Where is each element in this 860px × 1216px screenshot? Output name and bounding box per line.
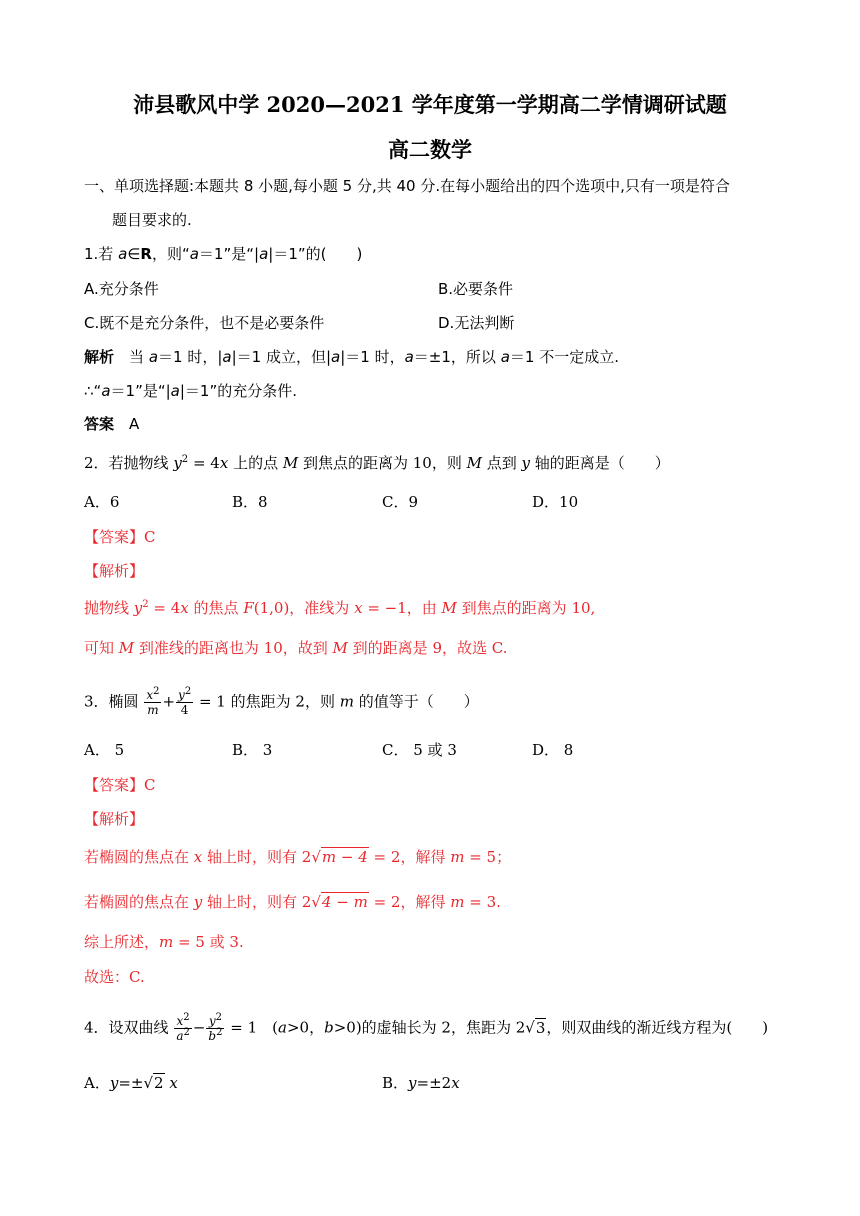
- question-2-option-d: D．10: [532, 493, 579, 511]
- subject-title: 高二数学: [388, 137, 472, 162]
- question-1-conclusion: ∴“a＝1”是“|a|＝1”的充分条件.: [84, 382, 298, 400]
- question-3-analysis-label: 【解析】: [84, 810, 145, 828]
- question-2-option-b: B．8: [232, 493, 268, 511]
- question-2-solution-line-1: 抛物线 $y^2 = 4x$ 的焦点 F(1,0)，准线为 x = −1，由 M 到焦点的距离为 10,: [84, 599, 596, 617]
- exam-title: 沛县歌风中学 2020—2021 学年度第一学期高二学情调研试题: [133, 92, 727, 117]
- question-2-analysis-label: 【解析】: [84, 562, 145, 580]
- question-2-option-a: A．6: [84, 493, 120, 511]
- question-2-solution-line-2: 可知 M 到准线的距离也为 10，故到 M 到的距离是 9，故选 C.: [84, 639, 508, 657]
- question-4-option-b: B．y=±2x: [382, 1074, 460, 1092]
- question-1-option-a: A.充分条件: [84, 280, 159, 298]
- question-3-answer: 【答案】C: [84, 776, 156, 794]
- question-3-option-c: C． 5 或 3: [382, 741, 457, 759]
- question-4-option-a: A．y=±√2 x: [84, 1074, 178, 1092]
- section-heading: 一、单项选择题:本题共 8 小题,每小题 5 分,共 40 分.在每小题给出的四个选项中,只有一项是符合: [84, 177, 730, 195]
- question-3-solution-line-2: 若椭圆的焦点在 y 轴上时，则有 2√4 − m = 2，解得 m = 3.: [84, 893, 501, 911]
- fraction-x2-over-a2: $\frac{x^2}{a^2}$: [176, 1012, 190, 1043]
- question-3-solution-line-3: 综上所述，m = 5 或 3.: [84, 933, 244, 951]
- question-2-stem: 2．若抛物线 $y^2 = 4x$ 上的点 M 到焦点的距离为 10，则 M 点到 y 轴的距离是（ ）: [84, 454, 670, 472]
- question-3-solution-line-1: 若椭圆的焦点在 x 轴上时，则有 2√m − 4 = 2，解得 m = 5；: [84, 848, 512, 866]
- fraction-x2-over-m: $\frac{x^2}{m}$: [146, 686, 160, 717]
- question-1-stem: 1.若 a∈R，则“a＝1”是“|a|＝1”的( ): [84, 245, 363, 263]
- question-2-option-c: C．9: [382, 493, 419, 511]
- question-3-stem: 3．椭圆 $\frac{x^2}{m}$ + $\frac{y^2}{4}$ = 1 的焦距为 2，则 m 的值等于（ ）: [84, 686, 479, 717]
- question-4-stem: 4．设双曲线 $\frac{x^2}{a^2}$ − $\frac{y^2}{b^2}$ = 1 (a>0，b>0)的虚轴长为 2，焦距为 2√3，则双曲线的渐近线方程为( ): [84, 1012, 769, 1043]
- question-3-solution-line-4: 故选：C.: [84, 968, 145, 986]
- fraction-y2-over-4: $\frac{y^2}{4}$: [178, 686, 192, 717]
- question-3-option-b: B． 3: [232, 741, 273, 759]
- question-1-option-d: D.无法判断: [438, 314, 515, 332]
- question-3-option-d: D． 8: [532, 741, 574, 759]
- question-1-answer: 答案 A: [84, 415, 140, 433]
- question-3-option-a: A． 5: [84, 741, 125, 759]
- question-1-analysis: 解析 当 a＝1 时，|a|＝1 成立，但|a|＝1 时，a＝±1，所以 a＝1 不一定成立.: [84, 348, 619, 366]
- question-2-answer: 【答案】C: [84, 528, 156, 546]
- question-1-option-c: C.既不是充分条件，也不是必要条件: [84, 314, 325, 332]
- question-1-option-b: B.必要条件: [438, 280, 514, 298]
- fraction-y2-over-b2: $\frac{y^2}{b^2}$: [208, 1012, 223, 1043]
- section-heading-cont: 题目要求的.: [112, 211, 192, 229]
